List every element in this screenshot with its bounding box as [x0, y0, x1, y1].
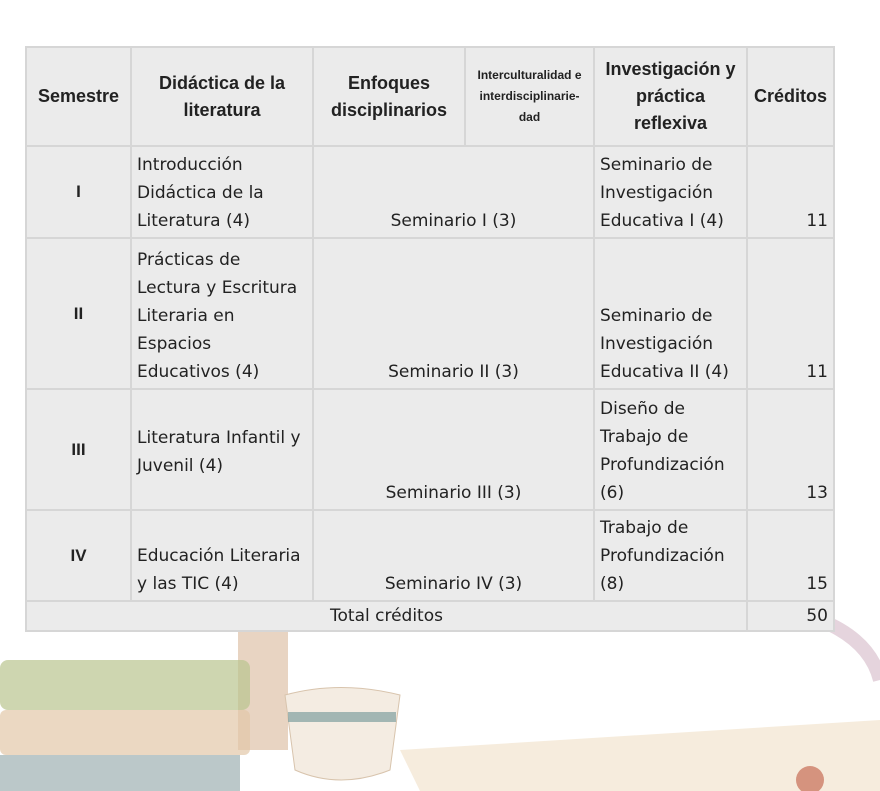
investigacion-cell: Seminario de Investigación Educativa I (4) [594, 146, 747, 238]
header-didactica: Didáctica de la literatura [131, 47, 313, 146]
header-enfoques: Enfoques disciplinarios [313, 47, 465, 146]
header-creditos: Créditos [747, 47, 834, 146]
investigacion-cell: Seminario de Investigación Educativa II (4) [594, 238, 747, 389]
seminario-cell: Seminario III (3) [313, 389, 594, 510]
semester-cell: IV [26, 510, 131, 601]
table-row [26, 146, 834, 238]
investigacion-cell: Diseño de Trabajo de Profundización (6) [594, 389, 747, 510]
didactica-cell: Introducción Didáctica de la Literatura (4) [131, 146, 313, 238]
header-investigacion: Investigación y práctica reflexiva [594, 47, 747, 146]
didactica-cell: Educación Literaria y las TIC (4) [131, 510, 313, 601]
header-semestre: Semestre [26, 47, 131, 146]
semester-cell: II [26, 238, 131, 389]
total-value: 50 [747, 601, 834, 631]
creditos-cell: 11 [747, 146, 834, 238]
curriculum-table [25, 46, 835, 632]
total-row [26, 601, 834, 631]
header-interculturalidad: Interculturalidad e interdisciplinarie-dad [465, 47, 594, 146]
semester-cell: III [26, 389, 131, 510]
header-row [26, 47, 834, 146]
table-row [26, 389, 834, 510]
creditos-cell: 13 [747, 389, 834, 510]
creditos-cell: 15 [747, 510, 834, 601]
table-row [26, 510, 834, 601]
didactica-cell: Prácticas de Lectura y Escritura Literaria en Espacios Educativos (4) [131, 238, 313, 389]
table-row [26, 238, 834, 389]
total-label: Total créditos [26, 601, 747, 631]
didactica-cell: Literatura Infantil y Juvenil (4) [131, 389, 313, 510]
investigacion-cell: Trabajo de Profundización (8) [594, 510, 747, 601]
seminario-cell: Seminario I (3) [313, 146, 594, 238]
semester-cell: I [26, 146, 131, 238]
creditos-cell: 11 [747, 238, 834, 389]
seminario-cell: Seminario IV (3) [313, 510, 594, 601]
seminario-cell: Seminario II (3) [313, 238, 594, 389]
